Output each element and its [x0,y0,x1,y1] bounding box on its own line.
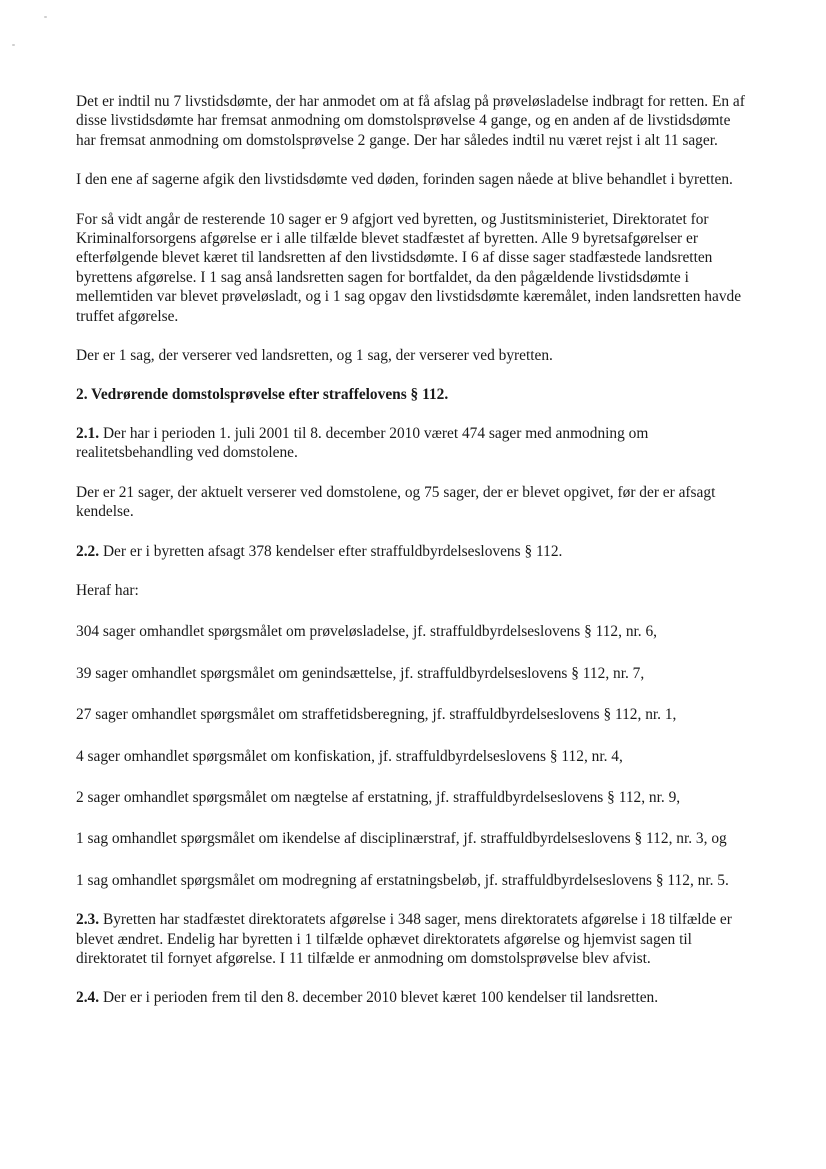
list-item: 39 sager omhandlet spørgsmålet om genindsættelse, jf. straffuldbyrdelseslovens § 112, nr. 7, [76,664,645,682]
subsection-2-3 [76,910,746,968]
subsection-number: 2.2. [76,542,100,560]
subsection-2-1 [76,424,746,463]
subsection-text: Der har i perioden 1. juli 2001 til 8. december 2010 været 474 sager med anmodning om realitetsbehandling ved domstolene. [76,424,649,462]
subsection-2-4 [76,988,746,1007]
list-intro: Heraf har: [76,581,139,599]
subsection-text: Byretten har stadfæstet direktoratets afgørelse i 348 sager, mens direktoratets afgørelse i 18 tilfælde er blevet ændret. Endelig har byretten i 1 tilfælde ophævet direktoratets afgørelse og hjemvist sagen til direktoratet til fornyet afgørelse. I 11 tilfælde er anmodning om domstolsprøvelse blev afvist. [76,911,732,967]
scan-speck [12,44,15,46]
subsection-2-1-followup: Der er 21 sager, der aktuelt verserer ved domstolene, og 75 sager, der er blevet opgivet, før der er afsagt kendelse. [76,483,716,521]
subsection-number: 2.4. [76,989,100,1007]
paragraph-pending-cases: Der er 1 sag, der verserer ved landsretten, og 1 sag, der verserer ved byretten. [76,347,553,365]
subsection-number: 2.1. [76,424,100,442]
list-item: 1 sag omhandlet spørgsmålet om ikendelse af disciplinærstraf, jf. straffuldbyrdelseslovens § 112, nr. 3, og [76,830,727,848]
paragraph-remaining-cases: For så vidt angår de resterende 10 sager er 9 afgjort ved byretten, og Justitsministeriet, Direktoratet for Kriminalforsorgens afgørelse er i alle tilfælde blevet stadfæstet af byretten. Alle 9 byretsafgørelser er efterfølgende blevet kæret til landsretten af den livstidsdømte. I 6 af disse sager stadfæstede landsretten byrettens afgørelse. I 1 sag anså landsretten sagen for bortfaldet, da den pågældende livstidsdømte i mellemtiden var blevet prøveløsladt, og i 1 sag opgav den livstidsdømte kæremålet, inden landsretten havde truffet afgørelse. [76,210,742,325]
paragraph-lifers-requests: Det er indtil nu 7 livstidsdømte, der har anmodet om at få afslag på prøveløsladelse indbragt for retten. En af disse livstidsdømte har fremsat anmodning om domstolsprøvelse 4 gange, og en anden af de livstidsdømte har fremsat anmodning om domstolsprøvelse 2 gange. Der har således indtil nu været rejst i alt 11 sager. [76,93,745,149]
subsection-text: Der er i perioden frem til den 8. december 2010 blevet kæret 100 kendelser til landsretten. [99,989,659,1007]
paragraph-death-case: I den ene af sagerne afgik den livstidsdømte ved døden, forinden sagen nåede at blive behandlet i byretten. [76,171,733,189]
section-2-heading: 2. Vedrørende domstolsprøvelse efter straffelovens § 112. [76,386,449,404]
list-item: 4 sager omhandlet spørgsmålet om konfiskation, jf. straffuldbyrdelseslovens § 112, nr. 4, [76,747,623,765]
list-item: 2 sager omhandlet spørgsmålet om nægtelse af erstatning, jf. straffuldbyrdelseslovens § 112, nr. 9, [76,788,681,806]
subsection-text: Der er i byretten afsagt 378 kendelser efter straffuldbyrdelseslovens § 112. [99,542,563,560]
document-body [76,92,746,1028]
subsection-2-2 [76,542,746,561]
list-item: 27 sager omhandlet spørgsmålet om straffetidsberegning, jf. straffuldbyrdelseslovens § 112, nr. 1, [76,706,677,724]
subsection-number: 2.3. [76,911,100,929]
scan-speck [44,16,47,18]
list-item: 1 sag omhandlet spørgsmålet om modregning af erstatningsbeløb, jf. straffuldbyrdelseslovens § 112, nr. 5. [76,871,729,889]
list-item: 304 sager omhandlet spørgsmålet om prøveløsladelse, jf. straffuldbyrdelseslovens § 112, nr. 6, [76,623,658,641]
